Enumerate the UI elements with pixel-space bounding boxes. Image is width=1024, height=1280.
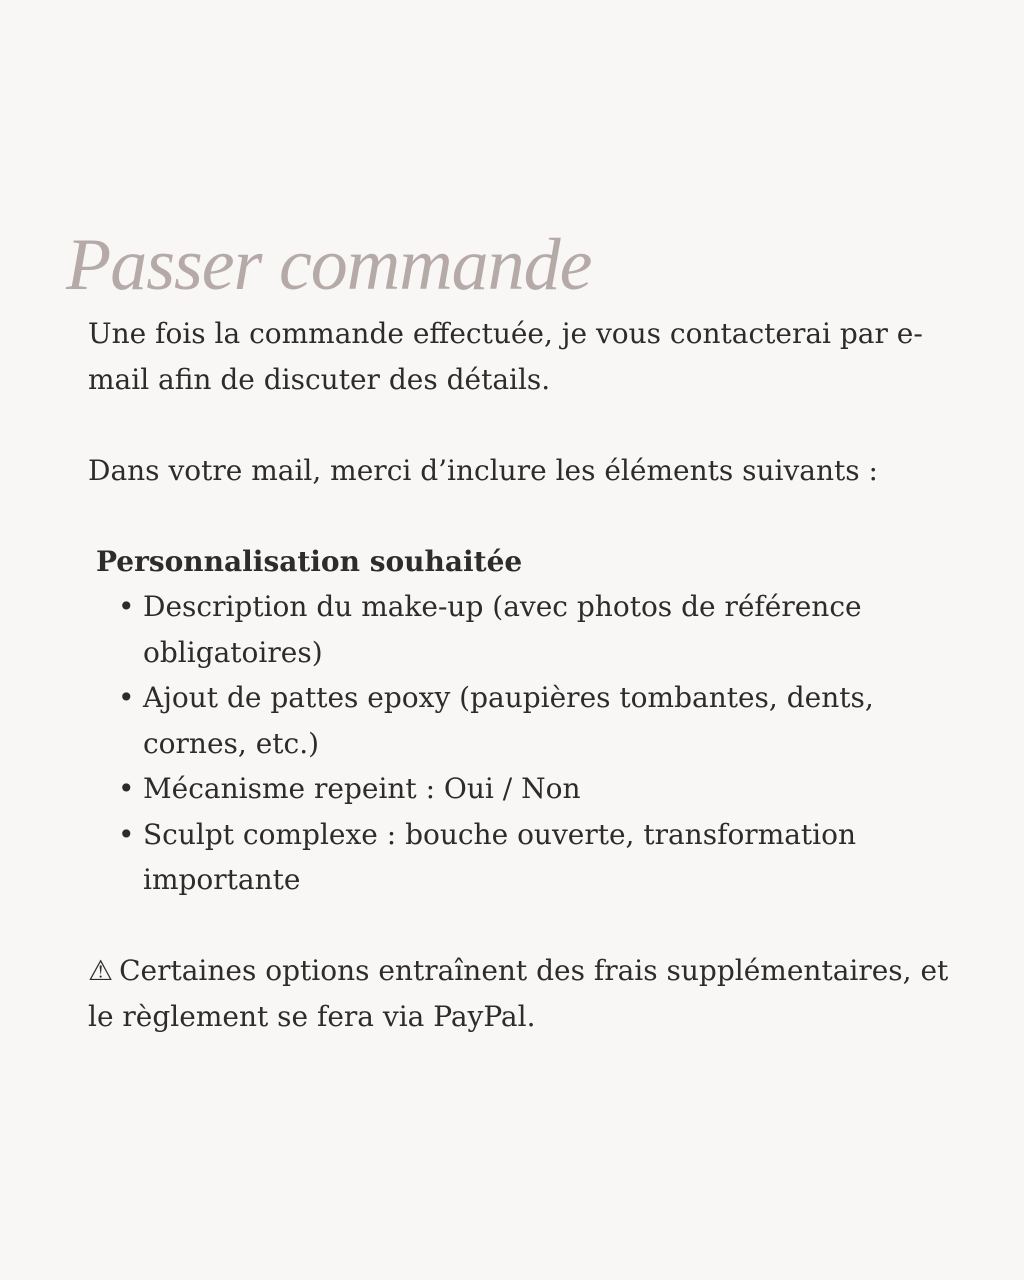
list-item <box>88 766 958 812</box>
notice-paragraph <box>88 948 958 1039</box>
warning-icon: ⚠ <box>88 954 114 987</box>
intro-paragraph: Une fois la commande effectuée, je vous contacterai par e-mail afin de discuter des détails. <box>88 317 923 396</box>
section-heading: Personnalisation souhaitée <box>96 544 523 578</box>
list-item-text: Sculpt complexe : bouche ouverte, transformation importante <box>143 817 857 896</box>
list-item <box>88 675 958 766</box>
request-paragraph: Dans votre mail, merci d’inclure les éléments suivants : <box>88 453 878 487</box>
options-list <box>88 584 958 903</box>
notice-text: Certaines options entraînent des frais supplémentaires, et le règlement se fera via PayPal. <box>88 954 949 1033</box>
order-info <box>88 311 958 1039</box>
list-item <box>88 584 958 675</box>
list-item-text: Mécanisme repeint : Oui / Non <box>143 772 581 805</box>
page-title: Passer commande <box>66 223 592 306</box>
list-item <box>88 812 958 903</box>
list-item-text: Ajout de pattes epoxy (paupières tombantes, dents, cornes, etc.) <box>143 681 874 760</box>
bullet-icon: • <box>118 590 135 623</box>
bullet-icon: • <box>118 772 135 805</box>
bullet-icon: • <box>118 817 135 851</box>
bullet-icon: • <box>118 681 135 714</box>
list-item-text: Description du make-up (avec photos de référence obligatoires) <box>143 590 862 669</box>
